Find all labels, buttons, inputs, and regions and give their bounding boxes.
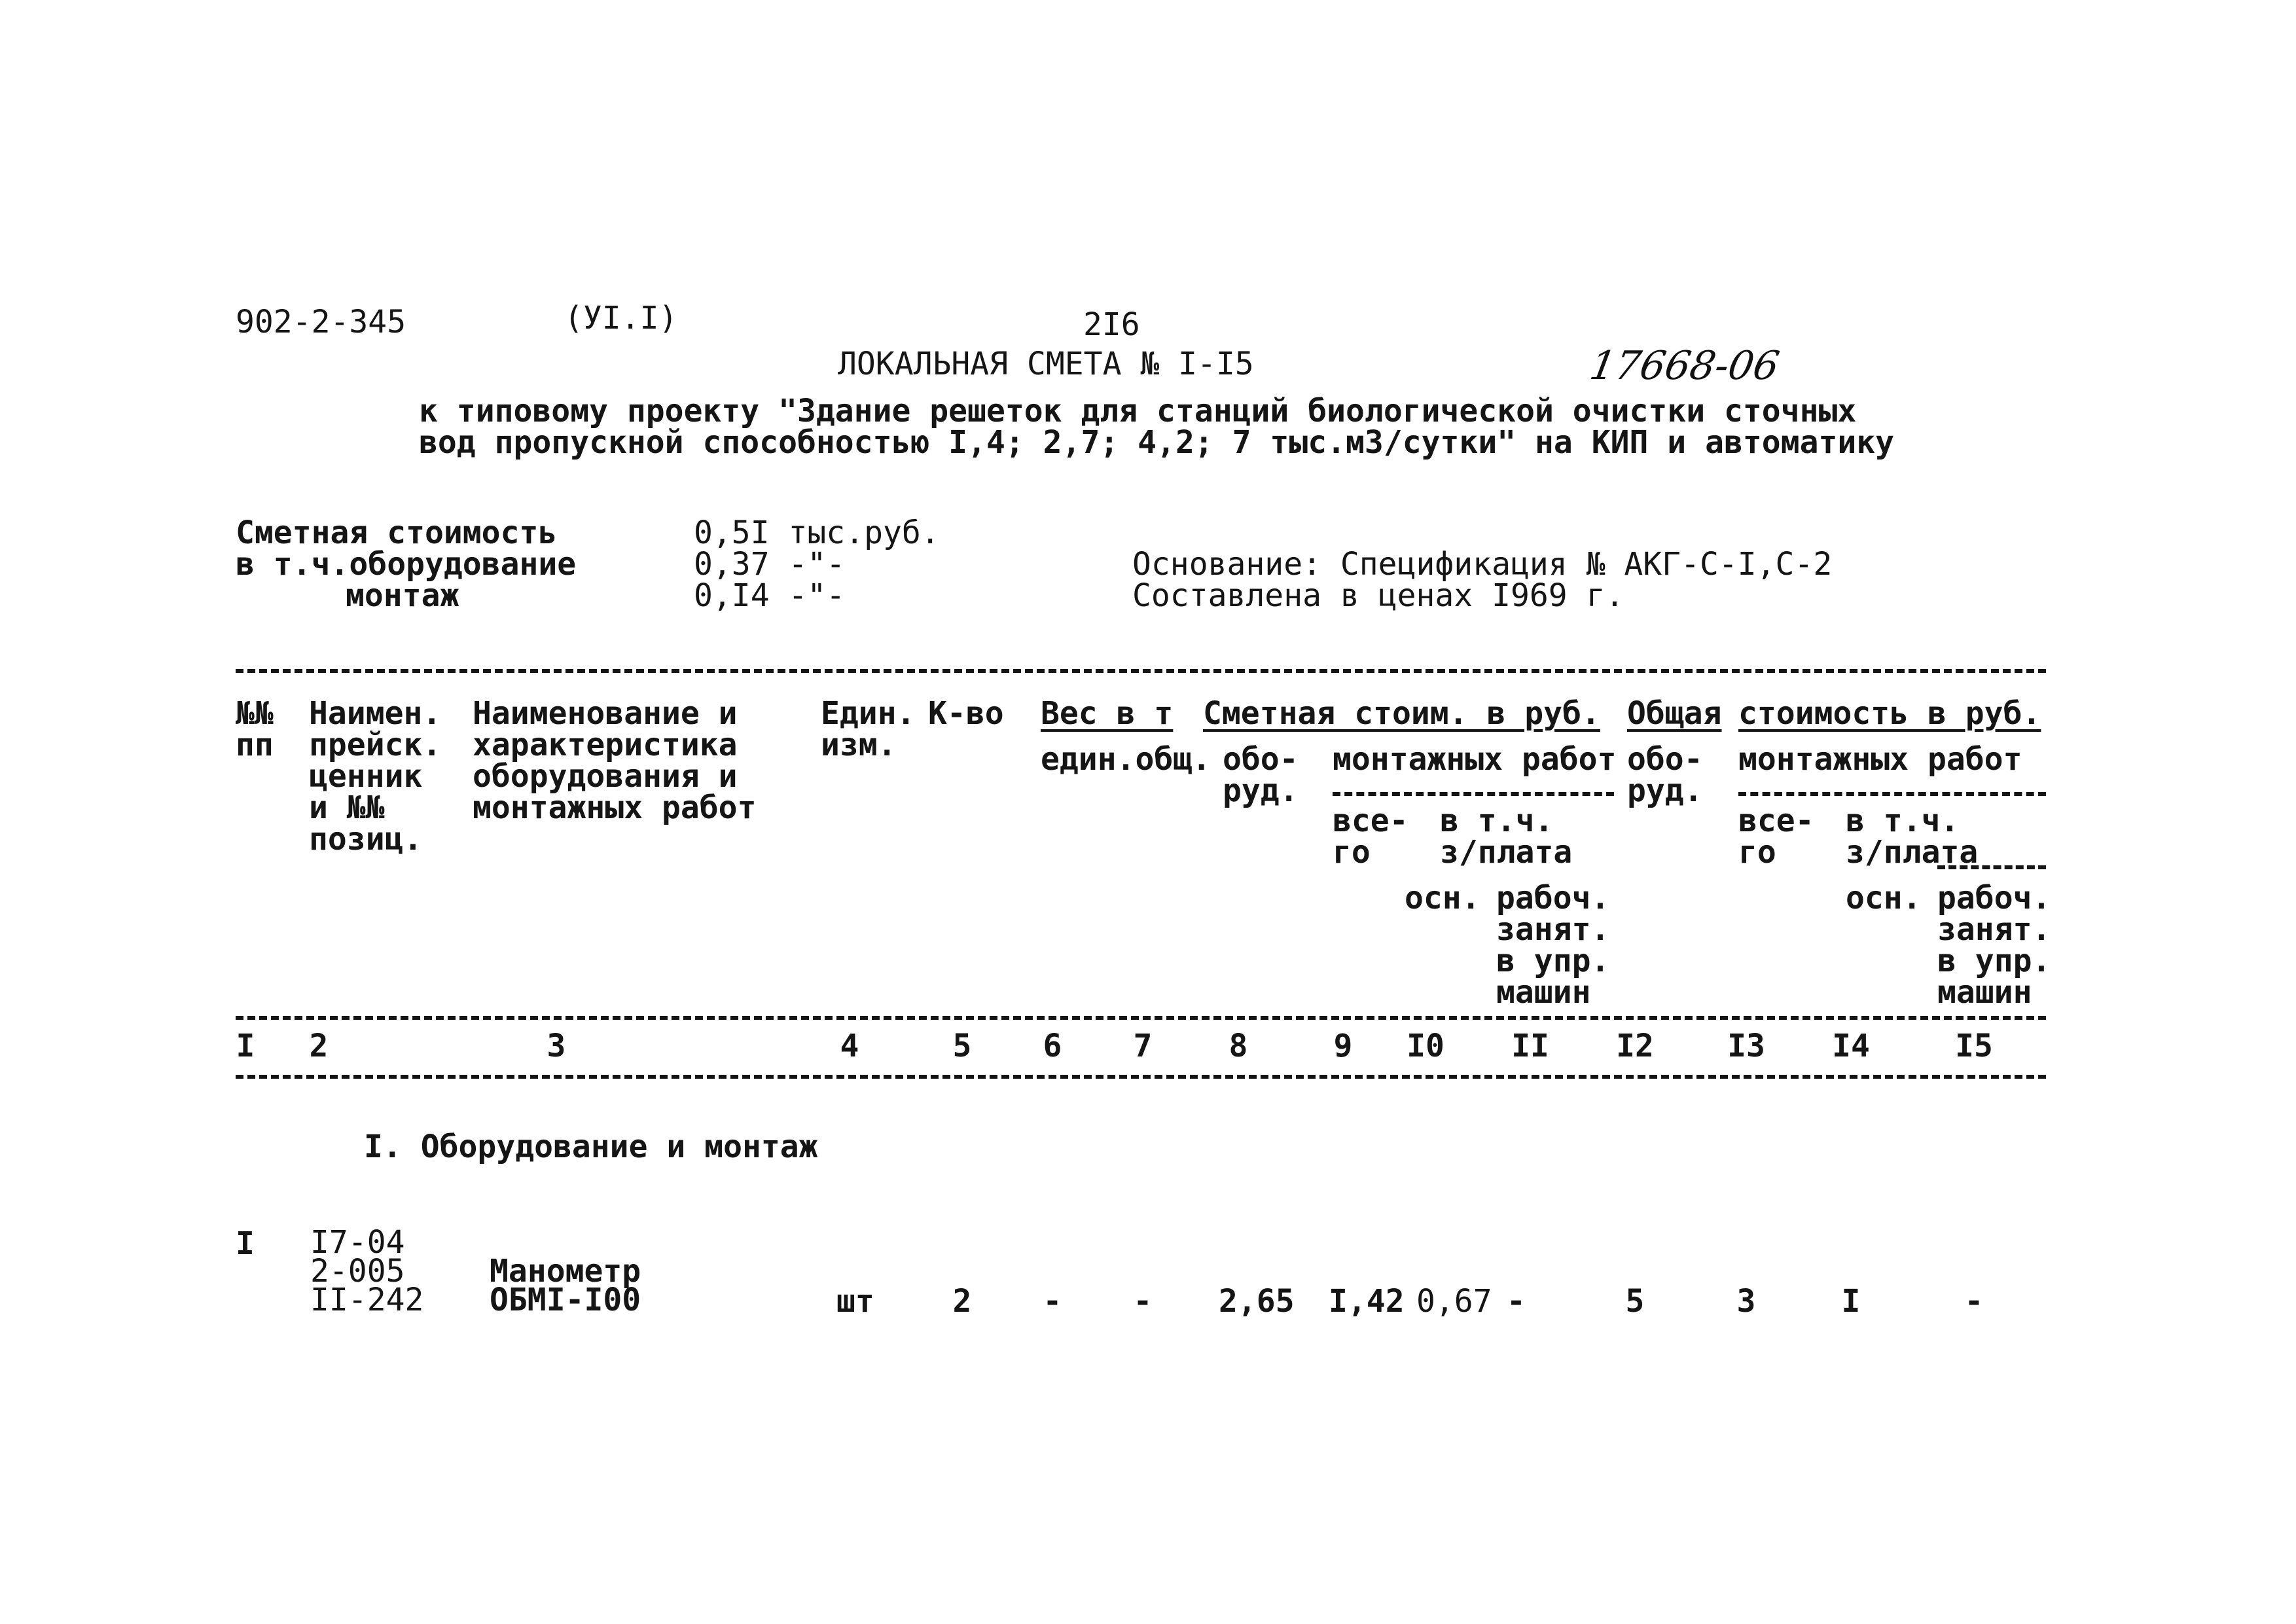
column-number: 6 (1043, 1028, 1062, 1064)
column-number: 8 (1229, 1028, 1248, 1064)
table-top-divider (236, 669, 2046, 673)
estimate-title: ЛОКАЛЬНАЯ СМЕТА № I-I5 (838, 346, 1254, 382)
row-total-installation: 3 (1736, 1283, 1756, 1320)
row-weight-unit: - (1043, 1283, 1062, 1320)
column-number: I5 (1955, 1028, 1993, 1064)
column-number: 3 (547, 1028, 566, 1064)
row-total-salary: I (1841, 1283, 1861, 1320)
col-header-weight-sub: един.общ. (1041, 741, 1211, 778)
row-quantity: 2 (952, 1283, 972, 1320)
row-total-equipment: 5 (1625, 1283, 1645, 1320)
col-header-including-b: в т.ч. з/плата (1846, 803, 1979, 871)
row-number: I (236, 1225, 255, 1262)
sub-divider-3 (1937, 865, 2046, 869)
row-total-machine: - (1964, 1283, 1984, 1320)
col-header-machine-b: рабоч. занят. в упр. машин (1937, 880, 2051, 1011)
column-number: 4 (840, 1028, 859, 1064)
row-price-reference: I7-04 2-005 II-242 (310, 1224, 424, 1318)
row-installation-total: I,42 (1329, 1283, 1405, 1320)
row-item-name: Манометр ОБМI-I00 (490, 1253, 641, 1318)
column-number: I3 (1727, 1028, 1765, 1064)
col-header-quantity: К-во (928, 695, 1004, 732)
col-header-basic-a: осн. (1405, 880, 1480, 916)
col-header-overall-cost: стоимость в руб. (1738, 695, 2041, 732)
col-header-description: Наименование и характеристика оборудования и монтажных работ (473, 695, 757, 826)
col-header-equipment-b: обо- руд. (1627, 741, 1703, 809)
col-header-weight: Вес в т (1041, 695, 1174, 732)
column-number: 9 (1333, 1028, 1353, 1064)
handwritten-number: 17668-06 (1586, 343, 1783, 389)
subtitle-line-1: к типовому проекту "Здание решеток для станций биологической очистки сточных (419, 393, 1857, 429)
equipment-value: 0,37 -"- (694, 546, 846, 583)
col-header-including-a: в т.ч. з/плата (1440, 803, 1573, 871)
col-header-number: №№ пп (236, 695, 274, 763)
col-header-overall: Общая (1627, 695, 1722, 732)
prices-text: Составлена в ценах I969 г. (1132, 577, 1624, 614)
col-header-estimated-cost: Сметная стоим. в руб. (1203, 695, 1600, 732)
installation-label: монтаж (346, 577, 459, 614)
volume-label: (УI.I) (564, 300, 678, 336)
row-salary-basic: 0,67 (1416, 1283, 1492, 1320)
column-number: I0 (1407, 1028, 1444, 1064)
col-header-installation-b: монтажных работ (1738, 741, 2022, 778)
col-header-basic-b: осн. (1846, 880, 1922, 916)
sub-divider-1 (1333, 792, 1614, 796)
column-numbers-bottom-divider (236, 1075, 2046, 1079)
column-number: 2 (309, 1028, 329, 1064)
column-number: 5 (952, 1028, 972, 1064)
col-header-installation-a: монтажных работ (1333, 741, 1617, 778)
col-header-price-ref: Наимен. прейск. ценник и №№ позиц. (309, 695, 442, 857)
column-number: I2 (1616, 1028, 1654, 1064)
col-header-unit: Един. изм. (821, 695, 916, 763)
row-equipment-cost: 2,65 (1219, 1283, 1295, 1320)
column-number: I4 (1832, 1028, 1870, 1064)
column-numbers-top-divider (236, 1016, 2046, 1020)
project-code: 902-2-345 (236, 304, 406, 340)
row-weight-total: - (1133, 1283, 1153, 1320)
page-number: 2I6 (1083, 306, 1140, 343)
cost-value: 0,5I тыс.руб. (694, 514, 940, 551)
cost-label: Сметная стоимость (236, 514, 558, 551)
col-header-total-a: все- го (1333, 803, 1408, 871)
col-header-total-b: все- го (1738, 803, 1814, 871)
section-title: I. Оборудование и монтаж (364, 1128, 818, 1165)
basis-text: Основание: Спецификация № АКГ-С-I,С-2 (1132, 546, 1833, 583)
row-salary-machine: - (1507, 1283, 1526, 1320)
column-number: 7 (1133, 1028, 1153, 1064)
equipment-label: в т.ч.оборудование (236, 546, 577, 583)
col-header-equipment-a: обо- руд. (1223, 741, 1299, 809)
subtitle-line-2: вод пропускной способностью I,4; 2,7; 4,2; 7 тыс.м3/сутки" на КИП и автоматику (419, 424, 1895, 461)
column-number: II (1511, 1028, 1549, 1064)
column-number: I (236, 1028, 255, 1064)
installation-value: 0,I4 -"- (694, 577, 846, 614)
row-unit: шт (836, 1283, 874, 1320)
col-header-machine-a: рабоч. занят. в упр. машин (1496, 880, 1610, 1011)
sub-divider-2 (1738, 792, 2046, 796)
